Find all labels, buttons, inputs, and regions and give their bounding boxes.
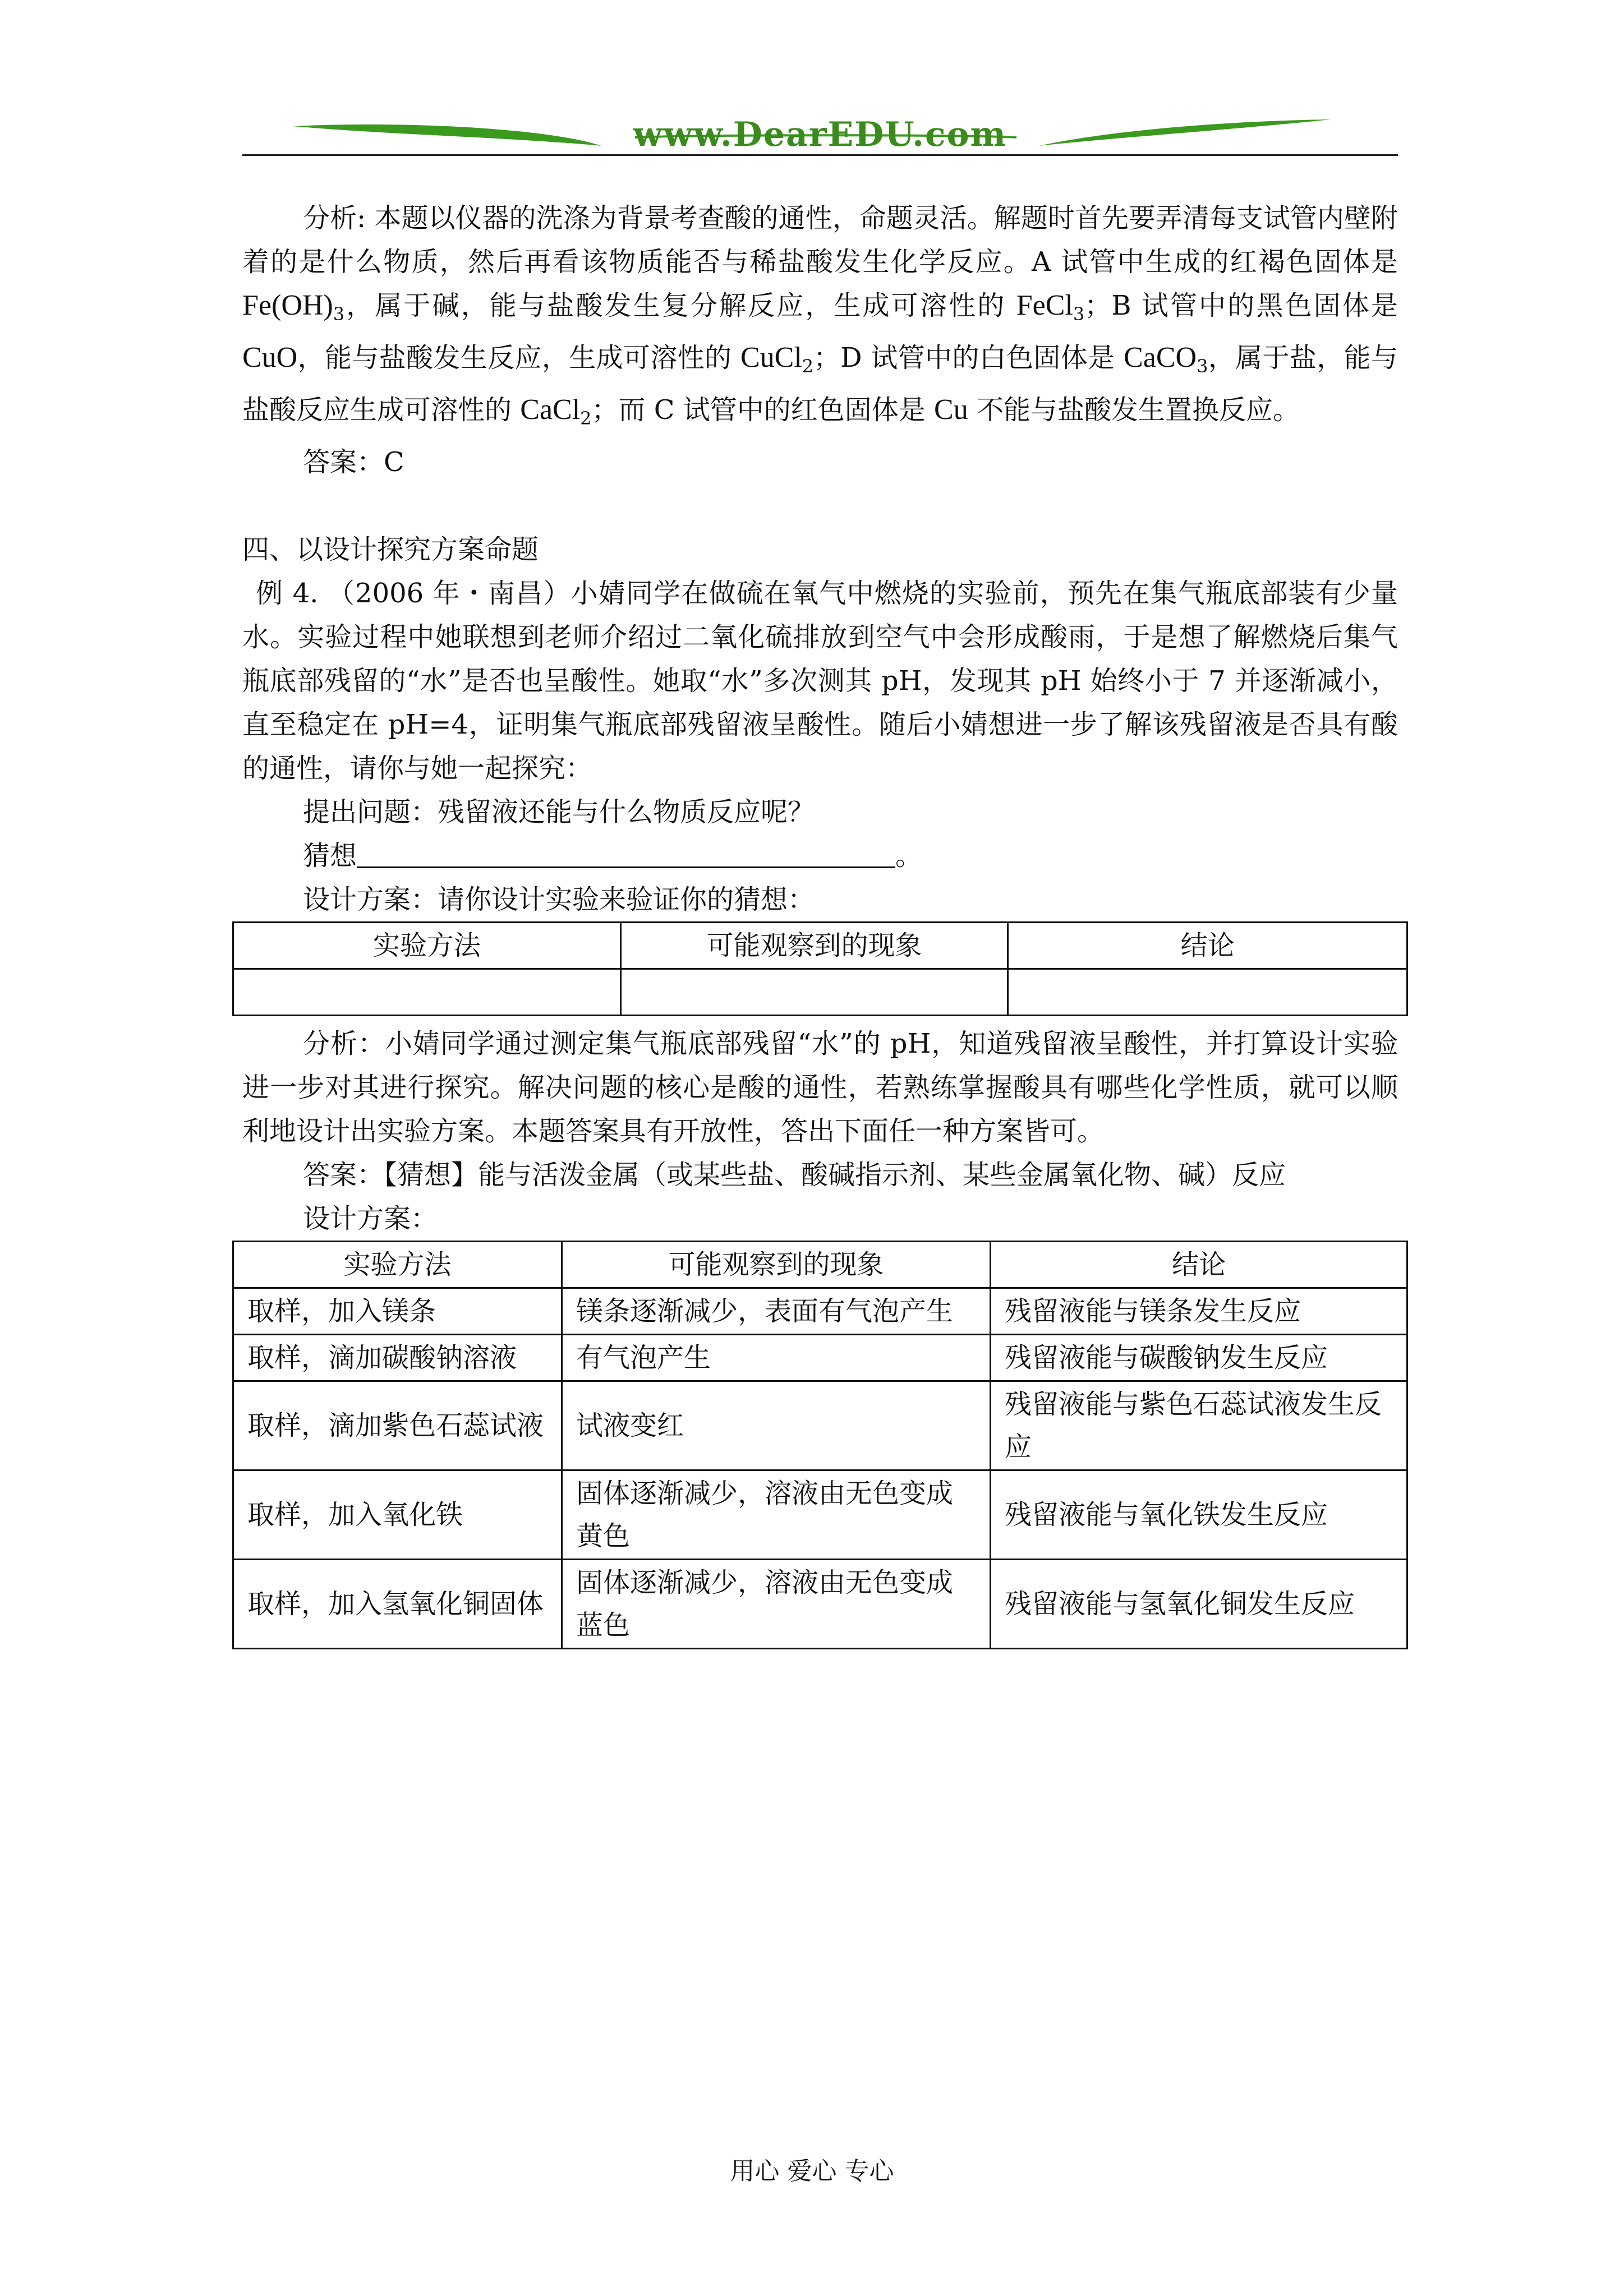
design-label: 设计方案： bbox=[303, 1203, 438, 1234]
table-cell: 固体逐渐减少，溶液由无色变成蓝色 bbox=[562, 1560, 991, 1649]
answer-2: 答案：【猜想】能与活泼金属（或某些盐、酸碱指示剂、某些金属氧化物、碱）反应 bbox=[303, 1159, 1286, 1191]
site-name: www.DearEDU.com bbox=[633, 115, 1007, 154]
page-footer: 用心 爱心 专心 bbox=[730, 2157, 894, 2186]
table-header-row bbox=[233, 1242, 1407, 1288]
design-prompt: 设计方案：请你设计实验来验证你的猜想： bbox=[303, 884, 815, 915]
table-cell: 取样，滴加紫色石蕊试液 bbox=[233, 1381, 562, 1470]
table-header-cell: 可能观察到的现象 bbox=[620, 923, 1008, 969]
table-header-cell: 实验方法 bbox=[233, 923, 621, 969]
table-row bbox=[233, 1381, 1407, 1470]
table-cell: 残留液能与紫色石蕊试液发生反应 bbox=[990, 1381, 1407, 1470]
table-row bbox=[233, 1470, 1407, 1560]
table-cell: 有气泡产生 bbox=[562, 1335, 991, 1381]
table-cell-empty bbox=[620, 969, 1008, 1016]
table-cell: 取样，加入氧化铁 bbox=[233, 1470, 562, 1560]
spacer bbox=[242, 484, 1398, 528]
table-cell: 取样，滴加碳酸钠溶液 bbox=[233, 1335, 562, 1381]
analysis-paragraph-1: 分析: 本题以仪器的洗涤为背景考查酸的通性，命题灵活。解题时首先要弄清每支试管内壁附着的是什么物质，然后再看该物质能否与稀盐酸发生化学反应。A 试管中生成的红褐色固体是 $Fe(OH)_3$，属于碱，能与盐酸发生复分解反应，生成可溶性的 FeCl$_3$；B 试管中的黑色固体是 CuO，能与盐酸发生反应，生成可溶性的 CuCl$_2$；D 试管中的白色固体是 CaCO$_3$，属于盐，能与盐酸反应生成可溶性的 CaCl$_2$；而 C 试管中的红色固体是 Cu 不能与盐酸发生置换反应。 bbox=[242, 202, 1398, 429]
page-header bbox=[242, 104, 1398, 160]
table-cell-empty bbox=[1008, 969, 1407, 1016]
table-row bbox=[233, 1560, 1407, 1649]
table-row bbox=[233, 1288, 1407, 1335]
table-header-row bbox=[233, 923, 1407, 969]
answer-1: 答案：C bbox=[303, 446, 404, 478]
table-header-cell: 可能观察到的现象 bbox=[562, 1242, 991, 1288]
table-cell: 镁条逐渐减少，表面有气泡产生 bbox=[562, 1288, 991, 1335]
guess-blank bbox=[357, 838, 895, 868]
solution-table bbox=[232, 1241, 1408, 1649]
table-row bbox=[233, 969, 1407, 1016]
table-cell: 残留液能与氢氧化铜发生反应 bbox=[990, 1560, 1407, 1649]
guess-line: 猜想 。 bbox=[242, 834, 1398, 878]
table-cell: 固体逐渐减少，溶液由无色变成黄色 bbox=[562, 1470, 991, 1560]
table-header-cell: 结论 bbox=[1008, 923, 1407, 969]
section-title: 四、以设计探究方案命题 bbox=[242, 534, 539, 565]
table-cell: 残留液能与氧化铁发生反应 bbox=[990, 1470, 1407, 1560]
document-body bbox=[242, 196, 1398, 1649]
table-cell: 残留液能与碳酸钠发生反应 bbox=[990, 1335, 1407, 1381]
table-row bbox=[233, 1335, 1407, 1381]
table-cell: 残留液能与镁条发生反应 bbox=[990, 1288, 1407, 1335]
header-divider bbox=[242, 154, 1398, 156]
example-4-paragraph: 例 4. （2006 年・南昌）小婧同学在做硫在氧气中燃烧的实验前，预先在集气瓶底部装有少量水。实验过程中她联想到老师介绍过二氧化硫排放到空气中会形成酸雨，于是想了解燃烧后集气瓶底部残留的“水”是否也呈酸性。她取“水”多次测其 pH，发现其 pH 始终小于 7 并逐渐减小，直至稳定在 pH=4，证明集气瓶底部残留液呈酸性。随后小婧想进一步了解该残留液是否具有酸的通性，请你与她一起探究： bbox=[242, 578, 1398, 784]
blank-answer-table bbox=[232, 921, 1408, 1016]
table-cell-empty bbox=[233, 969, 621, 1016]
table-cell: 试液变红 bbox=[562, 1381, 991, 1470]
table-header-cell: 实验方法 bbox=[233, 1242, 562, 1288]
table-cell: 取样，加入镁条 bbox=[233, 1288, 562, 1335]
table-cell: 取样，加入氢氧化铜固体 bbox=[233, 1560, 562, 1649]
analysis-paragraph-2: 分析：小婧同学通过测定集气瓶底部残留“水”的 pH，知道残留液呈酸性，并打算设计实验进一步对其进行探究。解决问题的核心是酸的通性，若熟练掌握酸具有哪些化学性质，就可以顺利地设计出实验方案。本题答案具有开放性，答出下面任一种方案皆可。 bbox=[242, 1028, 1398, 1147]
question-line: 提出问题：残留液还能与什么物质反应呢？ bbox=[303, 796, 815, 828]
table-header-cell: 结论 bbox=[990, 1242, 1407, 1288]
